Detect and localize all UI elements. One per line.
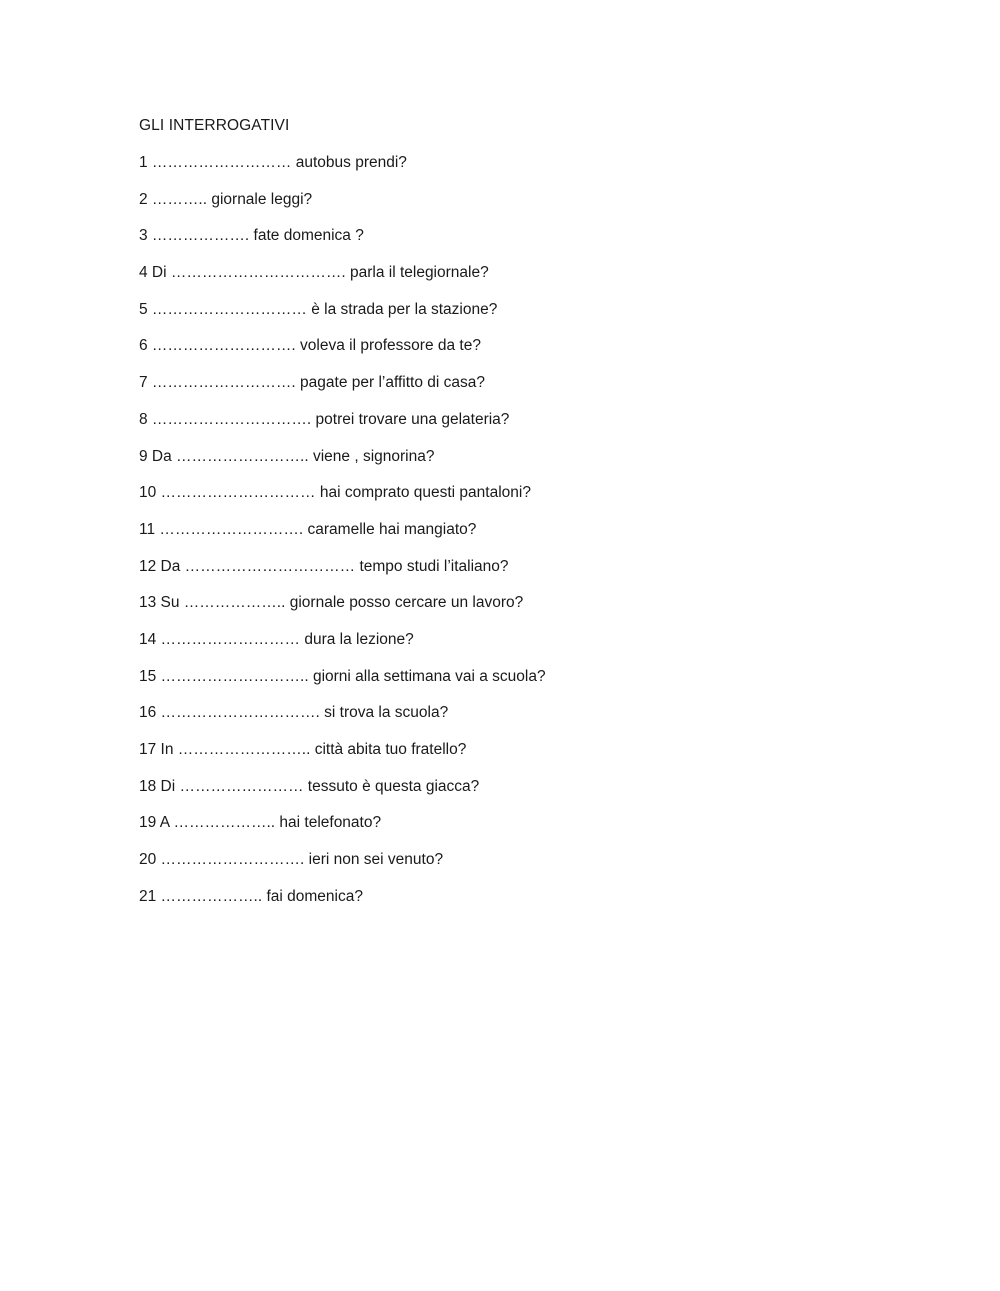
exercise-item-21: 21 ……………….. fai domenica? [139,887,363,905]
exercise-item-1: 1 ……………………… autobus prendi? [139,154,407,171]
exercise-item-3: 3 ………………. fate domenica ? [139,227,364,245]
exercise-item-5: 5 ………………………… è la strada per la stazione? [139,300,498,318]
page-title: GLI INTERROGATIVI [139,117,290,134]
exercise-item-18: 18 Di …………………… tessuto è questa giacca? [139,777,480,795]
exercise-item-17: 17 In …………………….. città abita tuo fratello? [139,741,467,758]
exercise-item-14: 14 ……………………… dura la lezione? [139,630,414,648]
exercise-item-4: 4 Di ……………………………. parla il telegiornale? [139,264,489,282]
exercise-item-2: 2 ……….. giornale leggi? [139,190,313,208]
exercise-item-19: 19 A ……………….. hai telefonato? [139,814,382,832]
exercise-item-12: 12 Da …………………………… tempo studi l’italiano? [139,557,509,575]
exercise-item-11: 11 ………………………. caramelle hai mangiato? [139,520,477,538]
exercise-item-15: 15 ……………………….. giorni alla settimana vai a scuola? [139,667,546,685]
exercise-item-8: 8 …………………………. potrei trovare una gelateria? [139,410,510,428]
exercise-item-16: 16 …………………………. si trova la scuola? [139,704,449,722]
exercise-item-20: 20 ………………………. ieri non sei venuto? [139,851,444,869]
exercise-item-7: 7 ………………………. pagate per l’affitto di casa? [139,374,486,392]
exercise-list [139,152,546,922]
exercise-item-10: 10 ………………………… hai comprato questi pantaloni? [139,484,531,502]
exercise-item-9: 9 Da …………………….. viene , signorina? [139,447,435,465]
exercise-item-6: 6 ………………………. voleva il professore da te? [139,337,481,355]
exercise-item-13: 13 Su ……………….. giornale posso cercare un lavoro? [139,594,524,612]
